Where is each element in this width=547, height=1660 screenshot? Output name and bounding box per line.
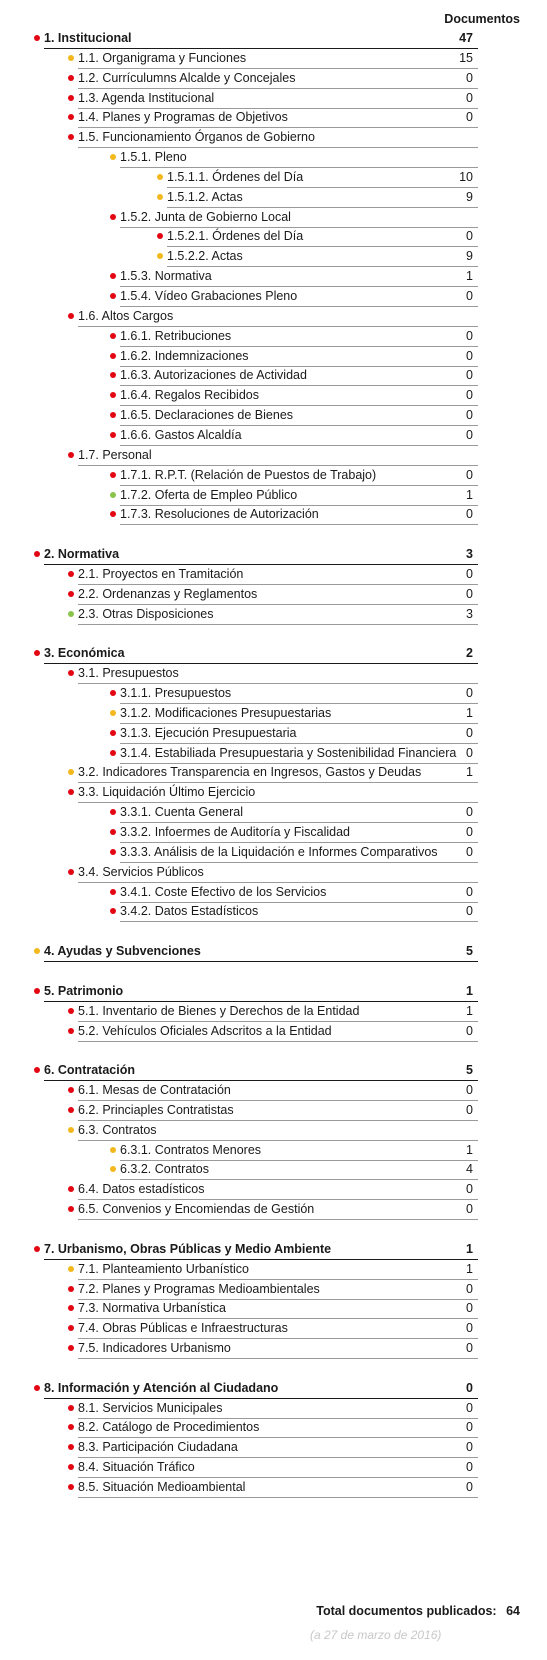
tree-row[interactable] bbox=[78, 127, 478, 148]
tree-row-count: 0 bbox=[466, 1401, 473, 1415]
tree-row-label[interactable]: 3.1.1. Presupuestos bbox=[120, 686, 232, 700]
status-red-dot-icon bbox=[68, 1028, 74, 1034]
status-red-dot-icon bbox=[68, 670, 74, 676]
tree-row-label[interactable]: 1.7.2. Oferta de Empleo Público bbox=[120, 488, 298, 502]
status-red-dot-icon bbox=[110, 273, 116, 279]
tree-row[interactable] bbox=[78, 88, 478, 109]
tree-row[interactable] bbox=[120, 703, 478, 724]
tree-row-count: 1 bbox=[466, 706, 473, 720]
tree-row-count: 0 bbox=[466, 349, 473, 363]
tree-row[interactable] bbox=[120, 683, 478, 704]
tree-row[interactable] bbox=[78, 663, 478, 684]
tree-row-count: 1 bbox=[466, 1004, 473, 1018]
tree-row-label[interactable]: 1.6.4. Regalos Recibidos bbox=[120, 388, 259, 402]
tree-row-label[interactable]: 1.4. Planes y Programas de Objetivos bbox=[78, 110, 288, 124]
section-row[interactable] bbox=[44, 981, 478, 1002]
tree-row-count: 0 bbox=[466, 408, 473, 422]
tree-row[interactable] bbox=[78, 1080, 478, 1101]
tree-row-label[interactable]: 3.1.4. Estabiliada Presupuestaria y Sostenibilidad Financiera bbox=[120, 746, 457, 760]
tree-row-count: 0 bbox=[466, 91, 473, 105]
tree-row-count: 0 bbox=[466, 388, 473, 402]
status-yellow-dot-icon bbox=[157, 194, 163, 200]
tree-row[interactable] bbox=[120, 326, 478, 347]
tree-row[interactable] bbox=[78, 862, 478, 883]
status-red-dot-icon bbox=[110, 908, 116, 914]
tree-row[interactable] bbox=[120, 365, 478, 386]
tree-row-label[interactable]: 1.6.1. Retribuciones bbox=[120, 329, 232, 343]
tree-row-count: 1 bbox=[466, 765, 473, 779]
tree-row[interactable] bbox=[120, 207, 478, 228]
tree-row[interactable] bbox=[78, 1417, 478, 1438]
total-documents bbox=[316, 1603, 520, 1619]
tree-row-label[interactable]: 4. Ayudas y Subvenciones bbox=[44, 944, 201, 958]
status-red-dot-icon bbox=[110, 849, 116, 855]
tree-row-label[interactable]: 3.3.1. Cuenta General bbox=[120, 805, 243, 819]
section-row[interactable] bbox=[44, 1378, 478, 1399]
tree-row-count: 0 bbox=[466, 71, 473, 85]
tree-row[interactable] bbox=[78, 762, 478, 783]
tree-row-label[interactable]: 6.3.1. Contratos Menores bbox=[120, 1143, 262, 1157]
tree-row-label[interactable]: 6. Contratación bbox=[44, 1063, 135, 1077]
tree-row-count: 0 bbox=[466, 110, 473, 124]
tree-row-label[interactable]: 1.6.6. Gastos Alcaldía bbox=[120, 428, 242, 442]
tree-row[interactable] bbox=[78, 782, 478, 803]
tree-row-count: 9 bbox=[466, 190, 473, 204]
tree-row[interactable] bbox=[78, 584, 478, 605]
status-red-dot-icon bbox=[68, 1206, 74, 1212]
status-red-dot-icon bbox=[110, 432, 116, 438]
status-red-dot-icon bbox=[68, 313, 74, 319]
status-red-dot-icon bbox=[110, 809, 116, 815]
status-red-dot-icon bbox=[68, 134, 74, 140]
tree-row[interactable] bbox=[120, 346, 478, 367]
tree-row-count: 1 bbox=[466, 1242, 473, 1256]
tree-row-count: 0 bbox=[466, 885, 473, 899]
tree-row-count: 0 bbox=[466, 1321, 473, 1335]
status-red-dot-icon bbox=[157, 233, 163, 239]
tree-row-label[interactable]: 2.3. Otras Disposiciones bbox=[78, 607, 214, 621]
tree-row[interactable] bbox=[120, 286, 478, 307]
tree-row-label[interactable]: 1.7.1. R.P.T. (Relación de Puestos de Trabajo) bbox=[120, 468, 377, 482]
tree-row-count: 0 bbox=[466, 507, 473, 521]
tree-row[interactable] bbox=[78, 1398, 478, 1419]
tree-row-label[interactable]: 1. Institucional bbox=[44, 31, 132, 45]
tree-row[interactable] bbox=[78, 1338, 478, 1359]
tree-row-label[interactable]: 8.1. Servicios Municipales bbox=[78, 1401, 223, 1415]
tree-row[interactable] bbox=[120, 901, 478, 922]
status-red-dot-icon bbox=[68, 1107, 74, 1113]
tree-row-count: 0 bbox=[466, 746, 473, 760]
tree-row-count: 0 bbox=[466, 1182, 473, 1196]
tree-row-label[interactable]: 1.5.2.2. Actas bbox=[167, 249, 243, 263]
status-red-dot-icon bbox=[68, 1424, 74, 1430]
tree-row-count: 5 bbox=[466, 944, 473, 958]
status-yellow-dot-icon bbox=[110, 710, 116, 716]
tree-row-label[interactable]: 2.1. Proyectos en Tramitación bbox=[78, 567, 244, 581]
tree-row-count: 0 bbox=[466, 1083, 473, 1097]
tree-row-label[interactable]: 2. Normativa bbox=[44, 547, 120, 561]
tree-row-count: 3 bbox=[466, 607, 473, 621]
status-red-dot-icon bbox=[110, 392, 116, 398]
tree-row[interactable] bbox=[78, 604, 478, 625]
tree-row[interactable] bbox=[120, 1140, 478, 1161]
status-red-dot-icon bbox=[110, 750, 116, 756]
tree-row[interactable] bbox=[120, 723, 478, 744]
tree-row-label[interactable]: 3.4. Servicios Públicos bbox=[78, 865, 204, 879]
tree-row-label[interactable]: 7.5. Indicadores Urbanismo bbox=[78, 1341, 231, 1355]
status-yellow-dot-icon bbox=[68, 769, 74, 775]
status-red-dot-icon bbox=[68, 1405, 74, 1411]
tree-row[interactable] bbox=[78, 1298, 478, 1319]
status-red-dot-icon bbox=[68, 1087, 74, 1093]
tree-row-count: 0 bbox=[466, 1440, 473, 1454]
status-red-dot-icon bbox=[110, 829, 116, 835]
tree-row[interactable] bbox=[78, 1179, 478, 1200]
tree-row[interactable] bbox=[120, 1159, 478, 1180]
status-red-dot-icon bbox=[110, 293, 116, 299]
date-note: (a 27 de marzo de 2016) bbox=[310, 1628, 442, 1642]
tree-row-count: 5 bbox=[466, 1063, 473, 1077]
status-red-dot-icon bbox=[68, 1186, 74, 1192]
tree-row-label[interactable]: 3.1.2. Modificaciones Presupuestarias bbox=[120, 706, 332, 720]
tree-row-count: 0 bbox=[466, 1282, 473, 1296]
tree-row-label[interactable]: 1.5.4. Vídeo Grabaciones Pleno bbox=[120, 289, 298, 303]
tree-row[interactable] bbox=[120, 822, 478, 843]
tree-row-label[interactable]: 1.3. Agenda Institucional bbox=[78, 91, 215, 105]
status-yellow-dot-icon bbox=[68, 1127, 74, 1133]
tree-row-count: 0 bbox=[466, 229, 473, 243]
status-red-dot-icon bbox=[110, 412, 116, 418]
tree-row[interactable] bbox=[120, 147, 478, 168]
status-red-dot-icon bbox=[68, 452, 74, 458]
tree-row[interactable] bbox=[78, 1199, 478, 1220]
tree-row[interactable] bbox=[120, 743, 478, 764]
status-red-dot-icon bbox=[68, 1305, 74, 1311]
status-yellow-dot-icon bbox=[68, 55, 74, 61]
tree-row-label[interactable]: 3.1. Presupuestos bbox=[78, 666, 179, 680]
status-red-dot-icon bbox=[68, 869, 74, 875]
status-red-dot-icon bbox=[110, 889, 116, 895]
status-red-dot-icon bbox=[68, 591, 74, 597]
documents-column-header: Documentos bbox=[444, 12, 520, 26]
status-red-dot-icon bbox=[68, 1286, 74, 1292]
status-red-dot-icon bbox=[68, 1008, 74, 1014]
tree-row-label[interactable]: 5.1. Inventario de Bienes y Derechos de la Entidad bbox=[78, 1004, 360, 1018]
tree-row-count: 0 bbox=[466, 428, 473, 442]
tree-row-count: 0 bbox=[466, 904, 473, 918]
tree-row-label[interactable]: 1.7.3. Resoluciones de Autorización bbox=[120, 507, 319, 521]
tree-row-count: 1 bbox=[466, 269, 473, 283]
tree-row-label[interactable]: 6.2. Princiaples Contratistas bbox=[78, 1103, 234, 1117]
status-red-dot-icon bbox=[68, 571, 74, 577]
tree-row[interactable] bbox=[78, 68, 478, 89]
status-yellow-dot-icon bbox=[157, 174, 163, 180]
tree-row-label[interactable]: 1.7. Personal bbox=[78, 448, 152, 462]
status-red-dot-icon bbox=[68, 1484, 74, 1490]
tree-row-count: 1 bbox=[466, 1262, 473, 1276]
status-red-dot-icon bbox=[68, 1325, 74, 1331]
tree-row-label[interactable]: 7.2. Planes y Programas Medioambientales bbox=[78, 1282, 320, 1296]
tree-row-count: 1 bbox=[466, 984, 473, 998]
tree-row-label[interactable]: 3.3. Liquidación Último Ejercicio bbox=[78, 785, 256, 799]
tree-row-label[interactable]: 7. Urbanismo, Obras Públicas y Medio Ambiente bbox=[44, 1242, 332, 1256]
tree-row-count: 4 bbox=[466, 1162, 473, 1176]
status-red-dot-icon bbox=[68, 75, 74, 81]
status-red-dot-icon bbox=[110, 372, 116, 378]
tree-row-label[interactable]: 1.2. Currículumns Alcalde y Concejales bbox=[78, 71, 296, 85]
tree-row-label[interactable]: 6.3.2. Contratos bbox=[120, 1162, 209, 1176]
tree-row[interactable] bbox=[167, 187, 478, 208]
tree-row-label[interactable]: 2.2. Ordenanzas y Reglamentos bbox=[78, 587, 258, 601]
tree-row-label[interactable]: 8.2. Catálogo de Procedimientos bbox=[78, 1420, 260, 1434]
tree-row[interactable] bbox=[78, 1021, 478, 1042]
status-red-dot-icon bbox=[34, 650, 40, 656]
section-row[interactable] bbox=[44, 544, 478, 565]
tree-row[interactable] bbox=[78, 445, 478, 466]
tree-row[interactable] bbox=[78, 107, 478, 128]
status-red-dot-icon bbox=[110, 730, 116, 736]
tree-row-label[interactable]: 8.5. Situación Medioambiental bbox=[78, 1480, 246, 1494]
tree-row[interactable] bbox=[167, 167, 478, 188]
tree-row-count: 0 bbox=[466, 1460, 473, 1474]
tree-row-count: 0 bbox=[466, 1103, 473, 1117]
tree-row-count: 0 bbox=[466, 686, 473, 700]
status-red-dot-icon bbox=[110, 511, 116, 517]
tree-row[interactable] bbox=[78, 1001, 478, 1022]
tree-row[interactable] bbox=[78, 1318, 478, 1339]
status-red-dot-icon bbox=[68, 1444, 74, 1450]
status-red-dot-icon bbox=[68, 1345, 74, 1351]
tree-row[interactable] bbox=[78, 1477, 478, 1498]
tree-row-label[interactable]: 3. Económica bbox=[44, 646, 125, 660]
tree-row-count: 0 bbox=[466, 368, 473, 382]
status-red-dot-icon bbox=[34, 1067, 40, 1073]
tree-row-label[interactable]: 1.5.2. Junta de Gobierno Local bbox=[120, 210, 291, 224]
tree-row-label[interactable]: 3.2. Indicadores Transparencia en Ingresos, Gastos y Deudas bbox=[78, 765, 422, 779]
tree-row-count: 15 bbox=[459, 51, 473, 65]
tree-row-label[interactable]: 1.5.1.1. Órdenes del Día bbox=[167, 170, 304, 184]
status-yellow-dot-icon bbox=[157, 253, 163, 259]
tree-row-label[interactable]: 5.2. Vehículos Oficiales Adscritos a la Entidad bbox=[78, 1024, 332, 1038]
tree-row-count: 0 bbox=[466, 1341, 473, 1355]
tree-row[interactable] bbox=[78, 1100, 478, 1121]
tree-row-label[interactable]: 1.6.5. Declaraciones de Bienes bbox=[120, 408, 294, 422]
tree-row[interactable] bbox=[78, 1457, 478, 1478]
tree-row-label[interactable]: 1.5.1. Pleno bbox=[120, 150, 187, 164]
tree-row[interactable] bbox=[78, 1279, 478, 1300]
status-yellow-dot-icon bbox=[34, 948, 40, 954]
section-row[interactable] bbox=[44, 28, 478, 49]
tree-row[interactable] bbox=[120, 842, 478, 863]
tree-row-label[interactable]: 3.4.1. Coste Efectivo de los Servicios bbox=[120, 885, 327, 899]
status-red-dot-icon bbox=[68, 1464, 74, 1470]
status-red-dot-icon bbox=[110, 690, 116, 696]
tree-row-label[interactable]: 6.3. Contratos bbox=[78, 1123, 157, 1137]
tree-row[interactable] bbox=[78, 1120, 478, 1141]
tree-row-label[interactable]: 8. Información y Atención al Ciudadano bbox=[44, 1381, 279, 1395]
status-red-dot-icon bbox=[68, 114, 74, 120]
tree-row[interactable] bbox=[120, 485, 478, 506]
tree-row-label[interactable]: 6.5. Convenios y Encomiendas de Gestión bbox=[78, 1202, 315, 1216]
tree-row-count: 1 bbox=[466, 488, 473, 502]
tree-row-count: 0 bbox=[466, 726, 473, 740]
tree-row-count: 0 bbox=[466, 329, 473, 343]
status-red-dot-icon bbox=[34, 35, 40, 41]
tree-row-count: 3 bbox=[466, 547, 473, 561]
tree-row-count: 10 bbox=[459, 170, 473, 184]
tree-row-count: 0 bbox=[466, 1420, 473, 1434]
tree-row-label[interactable]: 6.4. Datos estadísticos bbox=[78, 1182, 205, 1196]
tree-row[interactable] bbox=[167, 246, 478, 267]
status-yellow-dot-icon bbox=[110, 154, 116, 160]
tree-row-label[interactable]: 3.3.2. Infoermes de Auditoría y Fiscalidad bbox=[120, 825, 350, 839]
status-red-dot-icon bbox=[68, 789, 74, 795]
tree-row[interactable] bbox=[120, 405, 478, 426]
tree-row-label[interactable]: 5. Patrimonio bbox=[44, 984, 124, 998]
tree-row[interactable] bbox=[120, 802, 478, 823]
status-red-dot-icon bbox=[110, 472, 116, 478]
tree-row[interactable] bbox=[120, 465, 478, 486]
tree-row-count: 0 bbox=[466, 587, 473, 601]
status-green-dot-icon bbox=[110, 492, 116, 498]
status-red-dot-icon bbox=[34, 988, 40, 994]
tree-row[interactable] bbox=[120, 385, 478, 406]
tree-row-count: 0 bbox=[466, 825, 473, 839]
tree-row-label[interactable]: 1.5. Funcionamiento Órganos de Gobierno bbox=[78, 130, 315, 144]
tree-row-label[interactable]: 1.6. Altos Cargos bbox=[78, 309, 174, 323]
tree-row-label[interactable]: 6.1. Mesas de Contratación bbox=[78, 1083, 231, 1097]
tree-row-count: 0 bbox=[466, 468, 473, 482]
tree-row[interactable] bbox=[120, 504, 478, 525]
tree-row-label[interactable]: 7.3. Normativa Urbanística bbox=[78, 1301, 226, 1315]
status-yellow-dot-icon bbox=[110, 1147, 116, 1153]
tree-row[interactable] bbox=[167, 226, 478, 247]
tree-row-count: 0 bbox=[466, 1480, 473, 1494]
status-red-dot-icon bbox=[110, 333, 116, 339]
status-red-dot-icon bbox=[34, 1246, 40, 1252]
status-red-dot-icon bbox=[68, 95, 74, 101]
tree-row[interactable] bbox=[120, 882, 478, 903]
status-red-dot-icon bbox=[34, 1385, 40, 1391]
tree-row-label[interactable]: 1.5.1.2. Actas bbox=[167, 190, 243, 204]
tree-row[interactable] bbox=[78, 1437, 478, 1458]
tree-row[interactable] bbox=[120, 266, 478, 287]
section-row[interactable] bbox=[44, 941, 478, 962]
tree-row-label[interactable]: 1.1. Organigrama y Funciones bbox=[78, 51, 247, 65]
total-documents-label: Total documentos publicados: bbox=[316, 1604, 497, 1618]
tree-row-count: 0 bbox=[466, 1024, 473, 1038]
section-row[interactable] bbox=[44, 643, 478, 664]
status-green-dot-icon bbox=[68, 611, 74, 617]
status-red-dot-icon bbox=[34, 551, 40, 557]
tree-row-label[interactable]: 1.5.3. Normativa bbox=[120, 269, 212, 283]
tree-row-count: 2 bbox=[466, 646, 473, 660]
tree-row-count: 1 bbox=[466, 1143, 473, 1157]
total-documents-value: 64 bbox=[506, 1604, 520, 1618]
status-red-dot-icon bbox=[110, 353, 116, 359]
status-red-dot-icon bbox=[110, 214, 116, 220]
tree-row-count: 0 bbox=[466, 805, 473, 819]
tree-row[interactable] bbox=[78, 306, 478, 327]
tree-row-label[interactable]: 1.5.2.1. Órdenes del Día bbox=[167, 229, 304, 243]
tree-row-label[interactable]: 3.4.2. Datos Estadísticos bbox=[120, 904, 259, 918]
tree-row-count: 0 bbox=[466, 289, 473, 303]
tree-row-count: 0 bbox=[466, 567, 473, 581]
tree-row-count: 47 bbox=[459, 31, 473, 45]
status-yellow-dot-icon bbox=[110, 1166, 116, 1172]
tree-row-label[interactable]: 8.3. Participación Ciudadana bbox=[78, 1440, 238, 1454]
tree-row-label[interactable]: 1.6.2. Indemnizaciones bbox=[120, 349, 249, 363]
tree-row-label[interactable]: 3.3.3. Análisis de la Liquidación e Informes Comparativos bbox=[120, 845, 438, 859]
tree-row-label[interactable]: 7.1. Planteamiento Urbanístico bbox=[78, 1262, 249, 1276]
tree-row-count: 0 bbox=[466, 1381, 473, 1395]
tree-row[interactable] bbox=[120, 425, 478, 446]
tree-row[interactable] bbox=[78, 1259, 478, 1280]
tree-row-label[interactable]: 3.1.3. Ejecución Presupuestaria bbox=[120, 726, 297, 740]
tree-row[interactable] bbox=[78, 564, 478, 585]
tree-row-count: 0 bbox=[466, 1301, 473, 1315]
section-row[interactable] bbox=[44, 1239, 478, 1260]
section-row[interactable] bbox=[44, 1060, 478, 1081]
tree-row-label[interactable]: 8.4. Situación Tráfico bbox=[78, 1460, 195, 1474]
tree-row-count: 0 bbox=[466, 1202, 473, 1216]
tree-row-count: 9 bbox=[466, 249, 473, 263]
tree-row[interactable] bbox=[78, 48, 478, 69]
tree-row-label[interactable]: 7.4. Obras Públicas e Infraestructuras bbox=[78, 1321, 288, 1335]
tree-row-label[interactable]: 1.6.3. Autorizaciones de Actividad bbox=[120, 368, 307, 382]
tree-row-count: 0 bbox=[466, 845, 473, 859]
status-yellow-dot-icon bbox=[68, 1266, 74, 1272]
